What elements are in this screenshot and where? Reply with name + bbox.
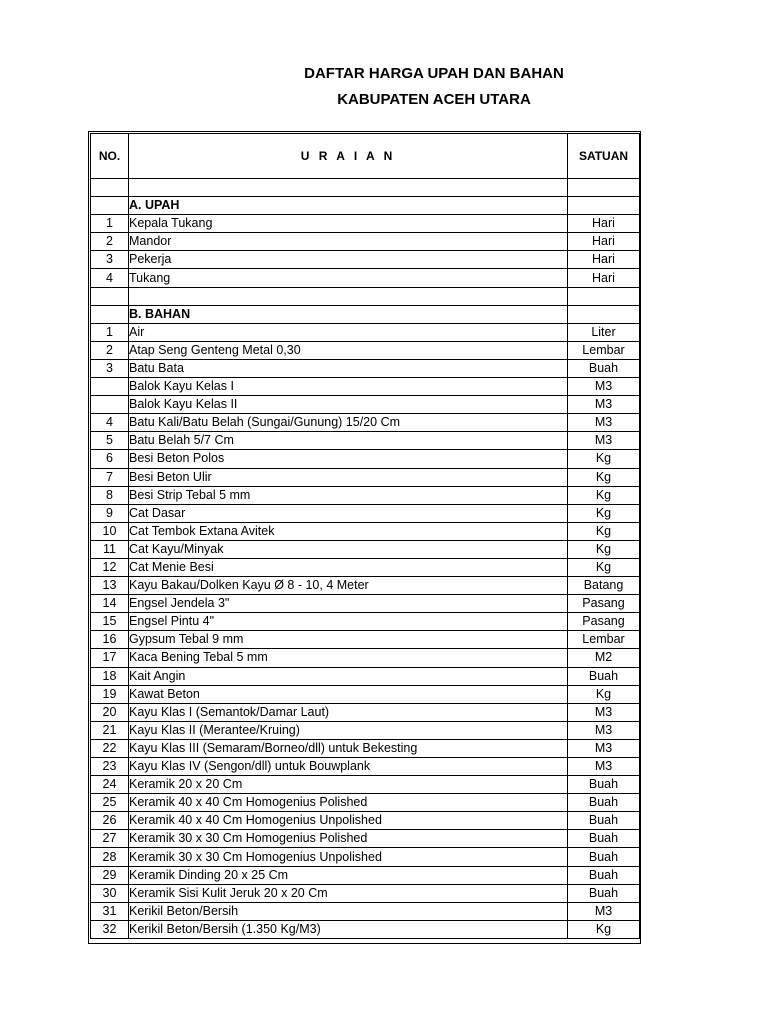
no-cell: 8	[91, 486, 129, 504]
satuan-cell: Kg	[568, 450, 640, 468]
empty-cell	[129, 287, 568, 305]
uraian-cell: Kayu Klas II (Merantee/Kruing)	[129, 721, 568, 739]
uraian-cell: Kepala Tukang	[129, 215, 568, 233]
header-satuan: SATUAN	[568, 134, 640, 179]
satuan-cell: Kg	[568, 522, 640, 540]
uraian-cell: Cat Tembok Extana Avitek	[129, 522, 568, 540]
satuan-cell: Hari	[568, 251, 640, 269]
satuan-cell: M3	[568, 414, 640, 432]
satuan-cell: Buah	[568, 830, 640, 848]
no-cell: 3	[91, 251, 129, 269]
satuan-cell: M3	[568, 739, 640, 757]
satuan-cell: M2	[568, 649, 640, 667]
uraian-cell: Batu Belah 5/7 Cm	[129, 432, 568, 450]
table-row	[91, 848, 640, 866]
table-row	[91, 504, 640, 522]
table-row	[91, 396, 640, 414]
spacer-row	[91, 179, 640, 197]
satuan-cell: M3	[568, 396, 640, 414]
uraian-cell: Kayu Klas III (Semaram/Borneo/dll) untuk Bekesting	[129, 739, 568, 757]
satuan-cell: M3	[568, 378, 640, 396]
no-cell: 27	[91, 830, 129, 848]
uraian-cell: Balok Kayu Kelas I	[129, 378, 568, 396]
no-cell: 4	[91, 269, 129, 287]
uraian-cell: Mandor	[129, 233, 568, 251]
table-row	[91, 830, 640, 848]
table-row	[91, 866, 640, 884]
satuan-cell: Liter	[568, 323, 640, 341]
satuan-cell: Pasang	[568, 595, 640, 613]
no-cell	[91, 378, 129, 396]
satuan-cell: Kg	[568, 504, 640, 522]
no-cell: 20	[91, 703, 129, 721]
no-cell: 29	[91, 866, 129, 884]
no-cell: 18	[91, 667, 129, 685]
no-cell: 16	[91, 631, 129, 649]
satuan-cell: Buah	[568, 359, 640, 377]
uraian-cell: Engsel Pintu 4"	[129, 613, 568, 631]
uraian-cell: Balok Kayu Kelas II	[129, 396, 568, 414]
table-row	[91, 884, 640, 902]
no-cell: 32	[91, 920, 129, 938]
table-row	[91, 902, 640, 920]
satuan-cell: Kg	[568, 920, 640, 938]
satuan-cell: Buah	[568, 884, 640, 902]
satuan-cell	[568, 305, 640, 323]
uraian-cell: Kait Angin	[129, 667, 568, 685]
no-cell: 9	[91, 504, 129, 522]
no-cell: 26	[91, 812, 129, 830]
no-cell: 19	[91, 685, 129, 703]
table-row	[91, 378, 640, 396]
uraian-cell: Keramik 40 x 40 Cm Homogenius Polished	[129, 794, 568, 812]
uraian-cell: Batu Bata	[129, 359, 568, 377]
satuan-cell: M3	[568, 902, 640, 920]
satuan-cell: Kg	[568, 540, 640, 558]
table-row	[91, 920, 640, 938]
satuan-cell: Buah	[568, 776, 640, 794]
uraian-cell: Keramik 30 x 30 Cm Homogenius Polished	[129, 830, 568, 848]
table-row	[91, 595, 640, 613]
satuan-cell: M3	[568, 758, 640, 776]
uraian-cell: Gypsum Tebal 9 mm	[129, 631, 568, 649]
uraian-cell: Besi Strip Tebal 5 mm	[129, 486, 568, 504]
table-row	[91, 739, 640, 757]
no-cell: 2	[91, 341, 129, 359]
uraian-cell: Keramik Dinding 20 x 25 Cm	[129, 866, 568, 884]
table-row	[91, 649, 640, 667]
table-row	[91, 450, 640, 468]
satuan-cell: Kg	[568, 486, 640, 504]
table-row	[91, 558, 640, 576]
table-row	[91, 631, 640, 649]
empty-cell	[91, 179, 129, 197]
no-cell: 31	[91, 902, 129, 920]
table-row	[91, 721, 640, 739]
no-cell: 6	[91, 450, 129, 468]
no-cell: 21	[91, 721, 129, 739]
uraian-cell: Tukang	[129, 269, 568, 287]
uraian-cell: Kayu Klas I (Semantok/Damar Laut)	[129, 703, 568, 721]
uraian-cell: Besi Beton Ulir	[129, 468, 568, 486]
price-table	[90, 133, 640, 939]
uraian-cell: Kayu Klas IV (Sengon/dll) untuk Bouwplank	[129, 758, 568, 776]
table-row	[91, 522, 640, 540]
satuan-cell: Buah	[568, 667, 640, 685]
table-row	[91, 667, 640, 685]
uraian-cell: Cat Dasar	[129, 504, 568, 522]
uraian-cell: Keramik Sisi Kulit Jeruk 20 x 20 Cm	[129, 884, 568, 902]
table-row	[91, 577, 640, 595]
satuan-cell: Hari	[568, 233, 640, 251]
uraian-cell: Kerikil Beton/Bersih	[129, 902, 568, 920]
uraian-cell: Besi Beton Polos	[129, 450, 568, 468]
uraian-cell: Atap Seng Genteng Metal 0,30	[129, 341, 568, 359]
header-no: NO.	[91, 134, 129, 179]
no-cell: 17	[91, 649, 129, 667]
satuan-cell: Buah	[568, 794, 640, 812]
uraian-cell: Kawat Beton	[129, 685, 568, 703]
table-row	[91, 703, 640, 721]
no-cell: 30	[91, 884, 129, 902]
no-cell: 3	[91, 359, 129, 377]
no-cell: 24	[91, 776, 129, 794]
table-row	[91, 794, 640, 812]
table-row	[91, 613, 640, 631]
uraian-cell: Keramik 20 x 20 Cm	[129, 776, 568, 794]
no-cell: 11	[91, 540, 129, 558]
no-cell: 2	[91, 233, 129, 251]
table-row	[91, 251, 640, 269]
no-cell: 23	[91, 758, 129, 776]
no-cell: 7	[91, 468, 129, 486]
satuan-cell: Lembar	[568, 341, 640, 359]
satuan-cell: M3	[568, 721, 640, 739]
no-cell: 4	[91, 414, 129, 432]
table-row	[91, 359, 640, 377]
no-cell: 10	[91, 522, 129, 540]
satuan-cell: M3	[568, 703, 640, 721]
no-cell: 14	[91, 595, 129, 613]
uraian-cell: Kerikil Beton/Bersih (1.350 Kg/M3)	[129, 920, 568, 938]
uraian-cell: B. BAHAN	[129, 305, 568, 323]
uraian-cell: Engsel Jendela 3"	[129, 595, 568, 613]
empty-cell	[568, 179, 640, 197]
uraian-cell: Pekerja	[129, 251, 568, 269]
no-cell: 1	[91, 215, 129, 233]
table-header	[91, 134, 640, 179]
uraian-cell: Cat Menie Besi	[129, 558, 568, 576]
satuan-cell: Lembar	[568, 631, 640, 649]
satuan-cell: Batang	[568, 577, 640, 595]
satuan-cell: Buah	[568, 812, 640, 830]
satuan-cell: Hari	[568, 269, 640, 287]
spacer-row	[91, 287, 640, 305]
no-cell: 22	[91, 739, 129, 757]
section-row	[91, 197, 640, 215]
table-row	[91, 414, 640, 432]
empty-cell	[568, 287, 640, 305]
satuan-cell	[568, 197, 640, 215]
uraian-cell: Batu Kali/Batu Belah (Sungai/Gunung) 15/20 Cm	[129, 414, 568, 432]
no-cell: 13	[91, 577, 129, 595]
section-row	[91, 305, 640, 323]
no-cell: 15	[91, 613, 129, 631]
table-row	[91, 341, 640, 359]
no-cell	[91, 305, 129, 323]
no-cell: 5	[91, 432, 129, 450]
table-row	[91, 432, 640, 450]
table-body	[91, 179, 640, 939]
no-cell: 1	[91, 323, 129, 341]
uraian-cell: A. UPAH	[129, 197, 568, 215]
uraian-cell: Cat Kayu/Minyak	[129, 540, 568, 558]
header-uraian: U R A I A N	[129, 134, 568, 179]
satuan-cell: Hari	[568, 215, 640, 233]
table-row	[91, 468, 640, 486]
satuan-cell: M3	[568, 432, 640, 450]
empty-cell	[129, 179, 568, 197]
table-row	[91, 776, 640, 794]
satuan-cell: Buah	[568, 848, 640, 866]
satuan-cell: Buah	[568, 866, 640, 884]
uraian-cell: Air	[129, 323, 568, 341]
satuan-cell: Kg	[568, 468, 640, 486]
uraian-cell: Kayu Bakau/Dolken Kayu Ø 8 - 10, 4 Meter	[129, 577, 568, 595]
table-row	[91, 215, 640, 233]
table-row	[91, 758, 640, 776]
uraian-cell: Keramik 30 x 30 Cm Homogenius Unpolished	[129, 848, 568, 866]
document-subtitle: KABUPATEN ACEH UTARA	[337, 91, 531, 108]
table-row	[91, 323, 640, 341]
empty-cell	[91, 287, 129, 305]
table-row	[91, 685, 640, 703]
satuan-cell: Kg	[568, 558, 640, 576]
no-cell: 28	[91, 848, 129, 866]
header-row	[91, 134, 640, 179]
table-row	[91, 233, 640, 251]
table-row	[91, 486, 640, 504]
no-cell: 25	[91, 794, 129, 812]
no-cell	[91, 396, 129, 414]
satuan-cell: Kg	[568, 685, 640, 703]
document-title: DAFTAR HARGA UPAH DAN BAHAN	[304, 65, 564, 82]
no-cell: 12	[91, 558, 129, 576]
uraian-cell: Kaca Bening Tebal 5 mm	[129, 649, 568, 667]
uraian-cell: Keramik 40 x 40 Cm Homogenius Unpolished	[129, 812, 568, 830]
table-row	[91, 812, 640, 830]
no-cell	[91, 197, 129, 215]
table-row	[91, 540, 640, 558]
satuan-cell: Pasang	[568, 613, 640, 631]
table-row	[91, 269, 640, 287]
